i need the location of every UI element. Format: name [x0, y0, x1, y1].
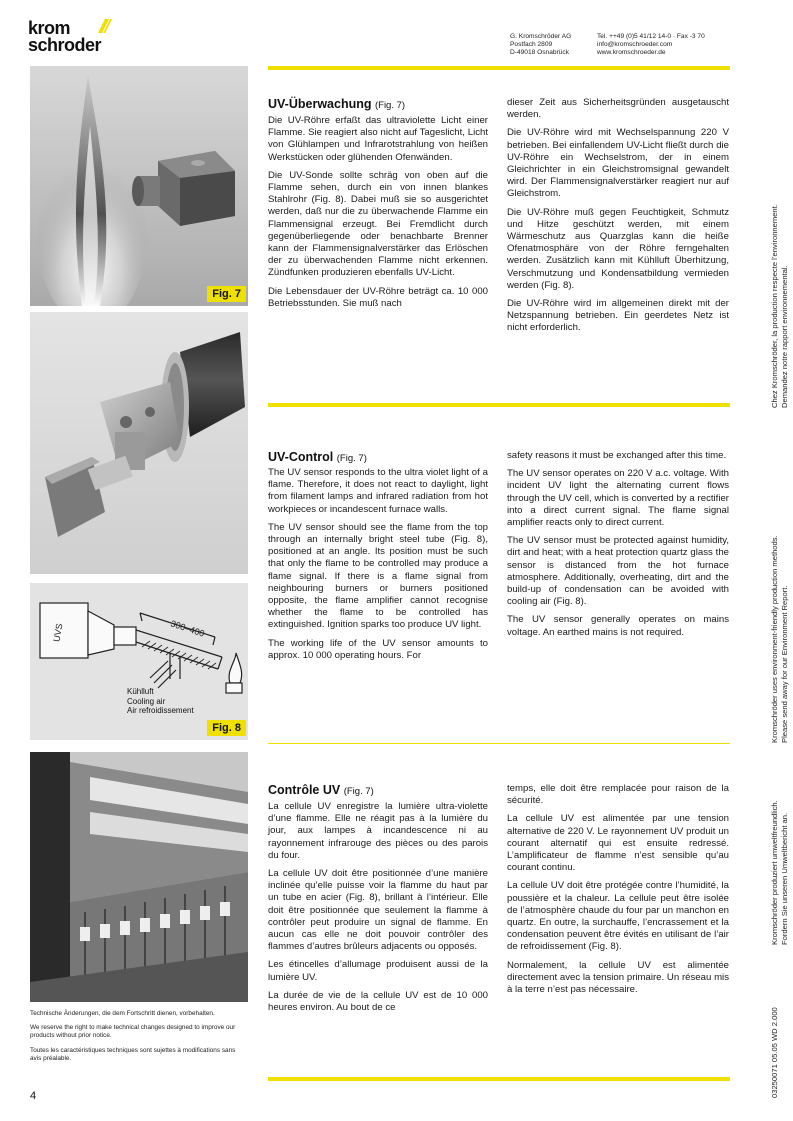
note-de: Technische Änderungen, die dem Fortschritt dienen, vorbehalten.	[30, 1010, 215, 1017]
fig7-label: Fig. 7	[207, 286, 246, 302]
side-line: Demandez notre rapport environnemental.	[779, 265, 789, 408]
side-line: Kromschröder uses environment-friendly production methods.	[770, 535, 779, 743]
sensor-assembly-illustration	[30, 312, 248, 574]
paragraph: The UV sensor operates on 220 V a.c. voltage. With incident UV light the alternating current flows through the UV cell, which is converted by a rectifier into a direct current signal. The flame signal amplifier reacts only to direct current.	[507, 468, 729, 529]
title-de: UV-Überwachung	[268, 97, 372, 111]
separator-top	[268, 66, 730, 70]
paragraph: La cellule UV doit être positionnée d’une manière inclinée qu’elle puisse voir la flamme du haut par un tube en acier (Fig. 8), brillant à l’intérieur. Elle doit être positionnée que seulement la flamme à contrôler peut produire un signal de flamme. En aucun cas elle ne doit pouvoir contrôler des flammes d’autres brûleurs adjacents ou opposés.	[268, 868, 488, 953]
paragraph: safety reasons it must be exchanged after this time.	[507, 450, 727, 461]
uv-sensor-mounting-diagram	[30, 583, 248, 740]
legal-notes	[30, 1010, 248, 1069]
title-fr-ref: (Fig. 7)	[343, 786, 374, 797]
fig8-diagram	[30, 583, 248, 740]
side-note-en	[770, 535, 789, 743]
note-fr: Toutes les caractéristiques techniques sont sujettes à modifications sans avis préalable.	[30, 1046, 236, 1062]
dimension-label: 300–400	[169, 618, 206, 639]
paragraph: The working life of the UV sensor amounts to approx. 10 000 operating hours. For	[268, 637, 488, 661]
paragraph: dieser Zeit aus Sicherheitsgründen ausgetauscht werden.	[507, 97, 729, 121]
address-line: G. Kromschröder AG	[510, 33, 572, 40]
logo-top: krom	[28, 18, 71, 38]
uv-sensor-tube-photo	[30, 312, 248, 574]
paragraph: Die UV-Röhre wird im allgemeinen direkt mit der Netzspannung betrieben. Ein geerdetes Netz ist nicht erforderlich.	[507, 298, 729, 334]
address-line: Postfach 2809	[510, 41, 553, 49]
title-en-ref: (Fig. 7)	[336, 453, 367, 464]
separator-de-en	[268, 403, 730, 407]
contact-email[interactable]: info@kromschroeder.com	[597, 41, 673, 49]
paragraph: Die UV-Röhre wird mit Wechselspannung 220 V betrieben. Bei einfallendem UV-Licht fließt durch die UV-Röhre ein Wechselstrom, der in einem Gleichrichter in ein Gleichstromsignal gewandelt wird. Der Flammensignalverstärker reagiert nur auf Gleichstrom.	[507, 127, 729, 200]
side-line: Kromschröder produziert umweltfreundlich.	[770, 800, 779, 945]
note-en: We reserve the right to make technical changes designed to improve our products without prior notice.	[30, 1024, 236, 1040]
de-column-2	[507, 97, 729, 341]
paragraph: The UV sensor responds to the ultra violet light of a flame. Therefore, it does not react to daylight, light from filament lamps and infrared radiation from hot workpieces or incandescent furnace walls.	[268, 467, 488, 515]
side-line: Chez Kromschröder, la production respecte l’environnement.	[770, 204, 779, 408]
air-label-de: Kühlluft	[127, 687, 154, 696]
contact-web[interactable]: www.kromschroeder.de	[597, 49, 666, 57]
paragraph: Normalement, la cellule UV est alimentée directement avec la tension primaire. Un réseau mis à la terre n’est pas nécessaire.	[507, 959, 729, 996]
section-title-fr	[268, 783, 374, 799]
air-label-fr: Air refroidissement	[127, 706, 194, 715]
paragraph: Die Lebensdauer der UV-Röhre beträgt ca. 10 000 Betriebsstunden. Sie muß nach	[268, 285, 488, 309]
paragraph: La cellule UV doit être protégée contre l’humidité, la poussière et la chaleur. La cellule peut être isolée de l’atmosphère chaude du four par un manchon en quartz. En outre, la surchauffe, l’encrassement et la condensation peuvent être évités en utilisant de l’air de refroidissement (Fig. 8).	[507, 880, 729, 953]
section-title-de	[268, 97, 405, 113]
paragraph: Les étincelles d’allumage produisent aussi de la lumière UV.	[268, 959, 488, 983]
industrial-furnace-illustration	[30, 752, 248, 1002]
title-en: UV-Control	[268, 450, 334, 464]
side-line: Please send away for our Environment Report.	[779, 585, 789, 743]
title-fr: Contrôle UV	[268, 783, 341, 797]
document-code	[770, 1007, 780, 1098]
paragraph: The UV sensor must be protected against humidity, dirt and heat; with a heat protection quartz glass the sensor is distanced from the hot furnace atmosphere. Additionally, overheating, dirt and the build-up of condensation can be avoided with cooling air (Fig. 8).	[507, 535, 729, 608]
fr-column-1	[268, 801, 488, 1020]
separator-en-fr	[268, 743, 730, 744]
paragraph: The UV sensor should see the flame from the top through an internally bright steel tube (Fig. 8), positioned at an angle. Its position must be such that only the flame to be controlled may produce a flame signal. If there is a flame signal from neighbouring burners or burners positioned opposite, the flame amplifier cannot recognise whether the flame to be controlled has extinguished. Ignition sparks too produce UV light.	[268, 521, 488, 631]
air-label-en: Cooling air	[127, 696, 166, 706]
paragraph: Die UV-Sonde sollte schräg von oben auf die Flamme sehen, durch ein von innen blankes Stahlrohr (Fig. 8). Dabei muß sie so ausgerichtet werden, daß nur die zu überwachende Flamme ein Flammensignal erzeugt. Bei Fremdlicht durch gegenüberliegende oder benachbarte Brenner kann der Flammensignalverstärker das Erlöschen der zu überwachenden Flamme nicht erkennen. Zündfunken produzieren ebenfalls UV-Licht.	[268, 169, 488, 279]
address-line: D-49018 Osnabrück	[510, 49, 570, 57]
en-column-1	[268, 467, 488, 668]
paragraph: La durée de vie de la cellule UV est de 10 000 heures environ. Au bout de ce	[268, 989, 488, 1014]
side-note-de	[770, 800, 789, 945]
side-note-fr	[770, 204, 789, 408]
title-de-ref: (Fig. 7)	[374, 100, 406, 111]
fig8-label: Fig. 8	[207, 720, 246, 736]
uvs-label: UVS	[51, 622, 65, 643]
side-line: Fordern Sie unseren Umweltbericht an.	[779, 812, 789, 945]
company-contact	[597, 33, 705, 58]
fig7-photo	[30, 66, 248, 306]
flame-sensor-illustration	[30, 66, 248, 306]
logo-bottom: schroder	[28, 35, 102, 55]
contact-phone: Tel. ++49 (0)5 41/12 14-0 · Fax -3 70	[597, 33, 705, 40]
furnace-photo	[30, 752, 248, 1002]
company-address	[510, 33, 571, 58]
logo-slash-icon	[88, 19, 112, 33]
page-number: 4	[30, 1090, 37, 1102]
doc-code: 03250071 05.05 WD 2.000	[770, 1007, 779, 1098]
uv-sensor-icon	[132, 151, 235, 226]
fr-column-2	[507, 783, 729, 1002]
paragraph: temps, elle doit être remplacée pour raison de la sécurité.	[507, 783, 729, 807]
paragraph: La cellule UV enregistre la lumière ultra-violette d’une flamme. Elle ne réagit pas à la lumière du jour, aux lampes à incandescence ni au rayonnement infrarouge des pièces ou des parois du four.	[268, 801, 488, 861]
kromschroeder-logo	[28, 20, 118, 64]
paragraph: La cellule UV est alimentée par une tension alternative de 220 V. Le rayonnement UV produit un courant alternatif qui est ensuite redressé. L’amplificateur de flamme n’est sensible qu’au courant continu.	[507, 813, 729, 874]
separator-bottom	[268, 1077, 730, 1081]
en-column-2	[507, 450, 729, 645]
paragraph: Die UV-Röhre erfaßt das ultraviolette Licht einer Flamme. Sie reagiert also nicht auf Tageslicht, Licht von Glühlampen und Infrarotstrahlung von heißen Werkstücken oder glühenden Ofenwänden.	[268, 115, 488, 163]
paragraph: The UV sensor generally operates on mains voltage. An earthed mains is not required.	[507, 614, 729, 638]
paragraph: Die UV-Röhre muß gegen Feuchtigkeit, Schmutz und Hitze geschützt werden, mit einem Wärmeschutz aus Quarzglas kann die heiße Ofenatmosphäre von der Röhre ferngehalten werden. Zusätzlich kann mit Kühlluft Überhitzung, Verschmutzung und Kondensatbildung vermieden werden (Fig. 8).	[507, 206, 729, 291]
cooling-air-labels	[127, 687, 194, 716]
section-title-en	[268, 450, 367, 466]
de-column-1	[268, 115, 488, 316]
